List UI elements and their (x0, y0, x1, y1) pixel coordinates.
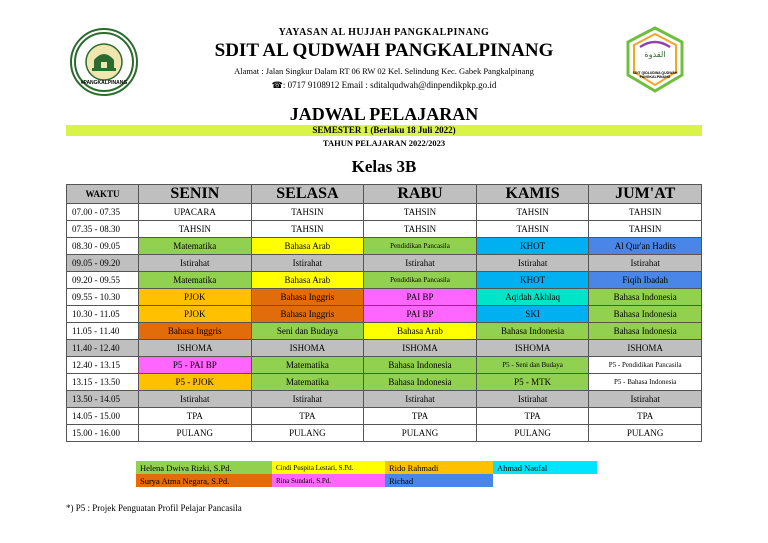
subject-cell: UPACARA (139, 204, 252, 221)
subject-cell: Matematika (139, 272, 252, 289)
subject-cell: TAHSIN (139, 221, 252, 238)
table-row (67, 272, 702, 289)
time-cell: 15.00 - 16.00 (67, 425, 139, 442)
subject-cell: Bahasa Indonesia (589, 289, 702, 306)
legend-row (136, 474, 597, 487)
subject-cell: ISHOMA (476, 340, 589, 357)
table-row (67, 340, 702, 357)
subject-cell: PJOK (139, 306, 252, 323)
subject-cell: TAHSIN (251, 221, 364, 238)
subject-cell: PAI BP (364, 306, 477, 323)
subject-cell: Bahasa Indonesia (364, 357, 477, 374)
subject-cell: ISHOMA (139, 340, 252, 357)
subject-cell: Istirahat (139, 255, 252, 272)
subject-cell: Istirahat (251, 391, 364, 408)
subject-cell: Istirahat (476, 255, 589, 272)
subject-cell: Matematika (251, 374, 364, 391)
subject-cell: TPA (139, 408, 252, 425)
subject-cell: ISHOMA (589, 340, 702, 357)
table-row (67, 221, 702, 238)
table-row (67, 323, 702, 340)
time-cell: 07.35 - 08.30 (67, 221, 139, 238)
subject-cell: TAHSIN (476, 204, 589, 221)
table-row (67, 425, 702, 442)
subject-cell: Bahasa Inggris (139, 323, 252, 340)
legend-teacher: Helena Dwiva Rizki, S.Pd. (136, 461, 272, 474)
subject-cell: TAHSIN (476, 221, 589, 238)
time-cell: 11.05 - 11.40 (67, 323, 139, 340)
subject-cell: Bahasa Inggris (251, 289, 364, 306)
time-cell: 10.30 - 11.05 (67, 306, 139, 323)
time-cell: 12.40 - 13.15 (67, 357, 139, 374)
subject-cell: PJOK (139, 289, 252, 306)
table-row (67, 289, 702, 306)
time-cell: 13.50 - 14.05 (67, 391, 139, 408)
subject-cell: Bahasa Indonesia (589, 306, 702, 323)
subject-cell: KHOT (476, 272, 589, 289)
subject-cell: Bahasa Arab (251, 272, 364, 289)
time-cell: 11.40 - 12.40 (67, 340, 139, 357)
subject-cell: TAHSIN (364, 221, 477, 238)
subject-cell: P5 - MTK (476, 374, 589, 391)
subject-cell: P5 - PAI BP (139, 357, 252, 374)
footnote: *) P5 : Projek Penguatan Profil Pelajar Pancasila (66, 503, 242, 513)
subject-cell: TPA (589, 408, 702, 425)
subject-cell: Bahasa Arab (364, 323, 477, 340)
time-cell: 14.05 - 15.00 (67, 408, 139, 425)
legend-teacher: Rido Rahmadi (385, 461, 493, 474)
subject-cell: TAHSIN (589, 204, 702, 221)
subject-cell: TPA (364, 408, 477, 425)
legend-teacher: Rina Sundari, S.Pd. (272, 474, 385, 487)
legend-row (136, 461, 597, 474)
time-cell: 09.55 - 10.30 (67, 289, 139, 306)
subject-cell: P5 - Pendidikan Pancasila (589, 357, 702, 374)
school-contact: ☎: 0717 9108912 Email : sditalqudwah@dinpendikpkp.go.id (271, 80, 497, 90)
time-cell: 09.20 - 09.55 (67, 272, 139, 289)
subject-cell: Istirahat (251, 255, 364, 272)
header-waktu: WAKTU (67, 185, 139, 204)
subject-cell: Pendidikan Pancasila (364, 238, 477, 255)
subject-cell: Istirahat (139, 391, 252, 408)
subject-cell: TPA (251, 408, 364, 425)
academic-year: TAHUN PELAJARAN 2022/2023 (322, 138, 446, 148)
legend-teacher: Ahmad Naufal (493, 461, 597, 474)
subject-cell: Fiqih Ibadah (589, 272, 702, 289)
table-row (67, 306, 702, 323)
subject-cell: SKI (476, 306, 589, 323)
subject-cell: PAI BP (364, 289, 477, 306)
table-row (67, 204, 702, 221)
time-cell: 07.00 - 07.35 (67, 204, 139, 221)
subject-cell: ISHOMA (364, 340, 477, 357)
subject-cell: Bahasa Indonesia (589, 323, 702, 340)
header-jumat: JUM'AT (589, 185, 702, 204)
teacher-legend (136, 461, 597, 487)
subject-cell: Istirahat (476, 391, 589, 408)
subject-cell: TAHSIN (251, 204, 364, 221)
page-title: JADWAL PELAJARAN (289, 104, 479, 124)
semester-label: SEMESTER 1 (Berlaku 18 Juli 2022) (312, 125, 456, 135)
foundation-name: YAYASAN AL HUJJAH PANGKALPINANG (278, 27, 490, 38)
header-rabu: RABU (364, 185, 477, 204)
table-row (67, 408, 702, 425)
header-kamis: KAMIS (476, 185, 589, 204)
table-row (67, 255, 702, 272)
subject-cell: Istirahat (364, 255, 477, 272)
table-row (67, 374, 702, 391)
subject-cell: KHOT (476, 238, 589, 255)
subject-cell: Istirahat (589, 391, 702, 408)
subject-cell: P5 - Bahasa Indonesia (589, 374, 702, 391)
subject-cell: Al Qur'an Hadits (589, 238, 702, 255)
legend-teacher: Surya Atma Negara, S.Pd. (136, 474, 272, 487)
subject-cell: Matematika (251, 357, 364, 374)
subject-cell: P5 - Seni dan Budaya (476, 357, 589, 374)
subject-cell: Bahasa Indonesia (364, 374, 477, 391)
time-cell: 09.05 - 09.20 (67, 255, 139, 272)
subject-cell: PULANG (251, 425, 364, 442)
logo-left-text: #PANGKALPINANG (80, 80, 128, 86)
subject-cell: Aqidah Akhlaq (476, 289, 589, 306)
subject-cell: PULANG (364, 425, 477, 442)
subject-cell: TAHSIN (364, 204, 477, 221)
schedule-table (66, 184, 702, 442)
subject-cell: Pendidikan Pancasila (364, 272, 477, 289)
school-address: Alamat : Jalan Singkur Dalam RT 06 RW 02 Kel. Selindung Kec. Gabek Pangkalpinang (234, 66, 534, 76)
subject-cell: ISHOMA (251, 340, 364, 357)
table-row (67, 357, 702, 374)
school-name: SDIT AL QUDWAH PANGKALPINANG (214, 40, 554, 61)
subject-cell: Matematika (139, 238, 252, 255)
class-label: Kelas 3B (351, 157, 417, 176)
subject-cell: PULANG (476, 425, 589, 442)
time-cell: 13.15 - 13.50 (67, 374, 139, 391)
subject-cell: PULANG (139, 425, 252, 442)
subject-cell: Istirahat (364, 391, 477, 408)
svg-text:القدوة: القدوة (644, 50, 666, 59)
table-row (67, 391, 702, 408)
header-selasa: SELASA (251, 185, 364, 204)
time-cell: 08.30 - 09.05 (67, 238, 139, 255)
logo-right-text: SDIT QIDLUDWA QUDWAH PANGKALPINANG (632, 71, 678, 79)
subject-cell: Bahasa Indonesia (476, 323, 589, 340)
subject-cell: Seni dan Budaya (251, 323, 364, 340)
subject-cell: Istirahat (589, 255, 702, 272)
header-senin: SENIN (139, 185, 252, 204)
legend-teacher: Cindi Puspita Lestari, S.Pd. (272, 461, 385, 474)
subject-cell: TPA (476, 408, 589, 425)
subject-cell: Bahasa Arab (251, 238, 364, 255)
subject-cell: Bahasa Inggris (251, 306, 364, 323)
legend-teacher: Richad (385, 474, 493, 487)
subject-cell: P5 - PJOK (139, 374, 252, 391)
table-row (67, 238, 702, 255)
table-header-row (67, 185, 702, 204)
subject-cell: PULANG (589, 425, 702, 442)
subject-cell: TAHSIN (589, 221, 702, 238)
